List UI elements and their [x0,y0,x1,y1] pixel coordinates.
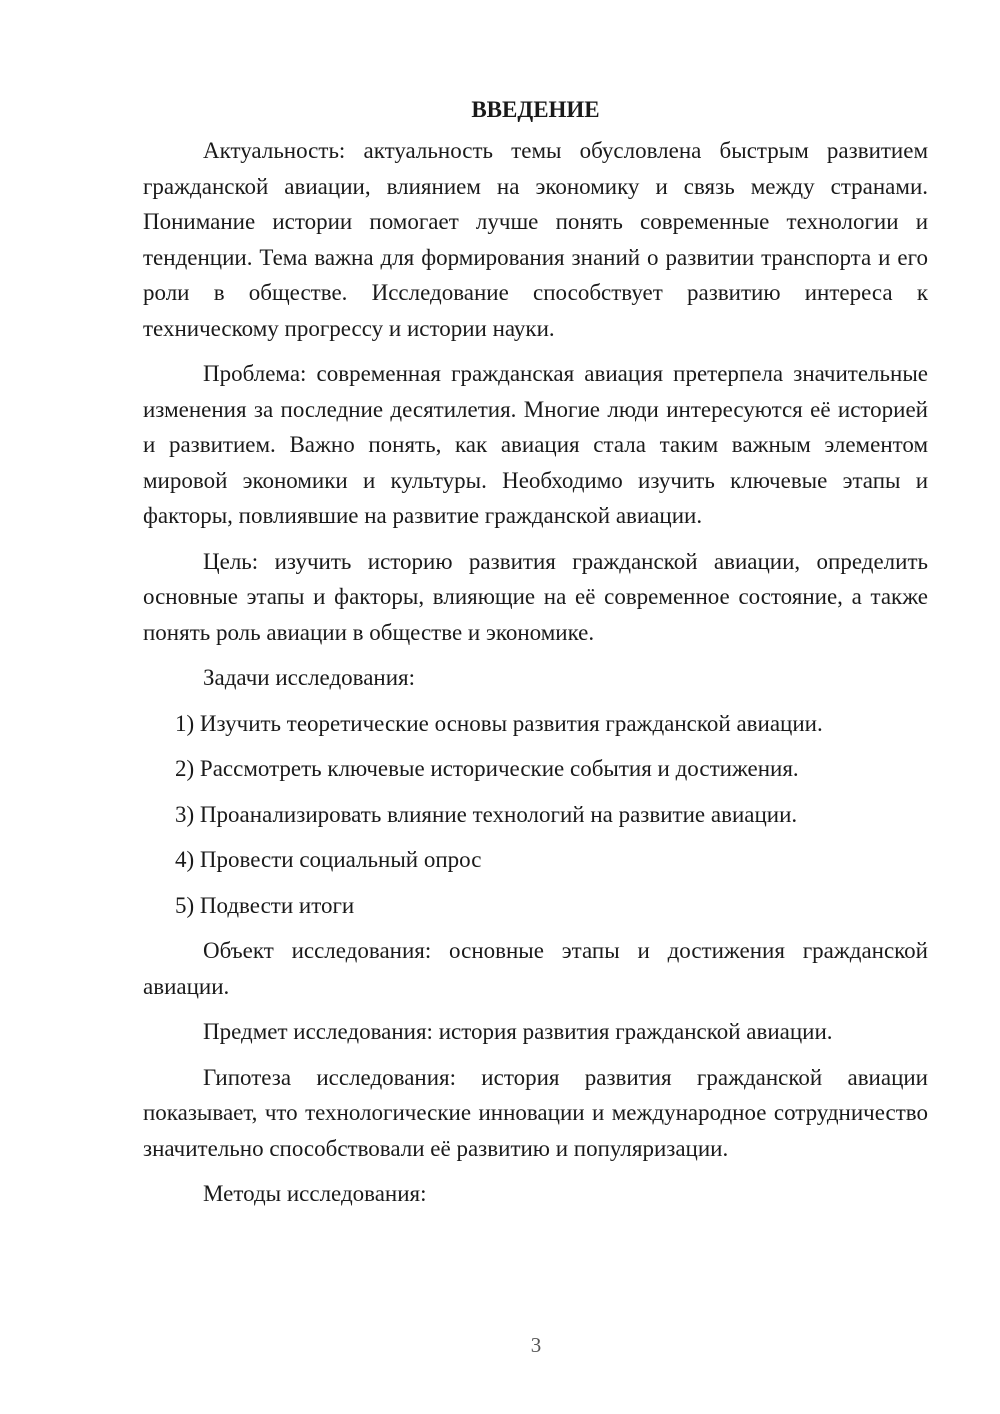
task-item-3: 3) Проанализировать влияние технологий на развитие авиации. [175,801,798,827]
tasks-list [143,706,928,924]
section-title: ВВЕДЕНИЕ [471,97,600,122]
task-item-2: 2) Рассмотреть ключевые исторические события и достижения. [175,756,799,781]
methods-heading: Методы исследования: [203,1181,427,1206]
object-paragraph: Объект исследования: основные этапы и достижения гражданской авиации. [143,938,928,999]
hypothesis-paragraph: Гипотеза исследования: история развития гражданской авиации показывает, что технологические инновации и международное сотрудничество значительно способствовали её развитию и популяризации. [143,1064,928,1161]
task-item-1: 1) Изучить теоретические основы развития гражданской авиации. [175,710,823,736]
subject-paragraph: Предмет исследования: история развития гражданской авиации. [203,1019,833,1044]
task-item-4: 4) Провести социальный опрос [175,847,482,872]
relevance-paragraph: Актуальность: актуальность темы обусловлена быстрым развитием гражданской авиации, влиянием на экономику и связь между странами. Понимание истории помогает лучше понять современные технологии и тенденции. Тема важна для формирования знаний о развитии транспорта и его роли в обществе. Исследование способствует развитию интереса к техническому прогрессу и истории науки. [143,138,928,341]
page-number: 3 [530,1333,542,1357]
task-item-5: 5) Подвести итоги [175,892,355,918]
tasks-heading: Задачи исследования: [203,665,416,690]
document-page [143,90,928,1222]
problem-paragraph: Проблема: современная гражданская авиация претерпела значительные изменения за последние десятилетия. Многие люди интересуются её историей и развитием. Важно понять, как авиация стала таким важным элементом мировой экономики и культуры. Необходимо изучить ключевые этапы и факторы, повлиявшие на развитие гражданской авиации. [143,361,928,528]
goal-paragraph: Цель: изучить историю развития гражданской авиации, определить основные этапы и факторы, влияющие на её современное состояние, а также понять роль авиации в обществе и экономике. [143,548,928,645]
